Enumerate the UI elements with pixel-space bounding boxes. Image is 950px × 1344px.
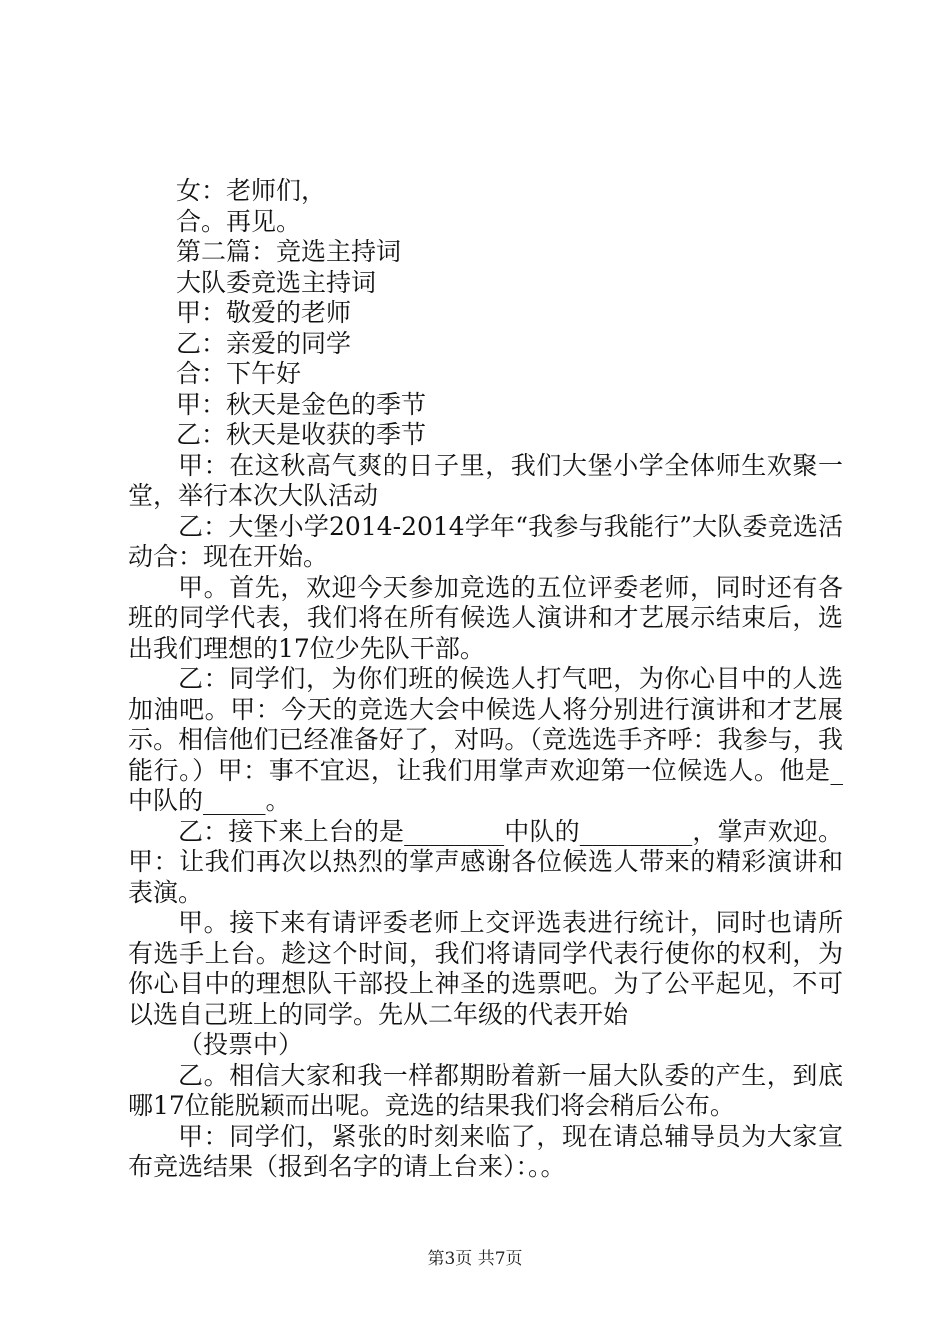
paragraph: 乙：接下来上台的是________中队的_________，掌声欢迎。甲：让我们再次以热烈的掌声感谢各位候选人带来的精彩演讲和表演。: [128, 816, 843, 907]
text-line: 甲：秋天是金色的季节: [176, 389, 427, 419]
paragraph: 甲：在这秋高气爽的日子里，我们大堡小学全体师生欢聚一堂，举行本次大队活动: [128, 450, 843, 510]
paragraph: 乙。相信大家和我一样都期盼着新一届大队委的产生，到底哪17位能脱颖而出呢。竞选的结果我们将会稍后公布。: [128, 1060, 843, 1120]
text-line: 女：老师们，: [176, 176, 327, 205]
paragraph: 乙：同学们，为你们班的候选人打气吧，为你心目中的人选加油吧。甲：今天的竞选大会中候选人将分别进行演讲和才艺展示。相信他们已经准备好了，对吗。（竞选选手齐呼：我参与，我能行。）甲：事不宜迟，让我们用掌声欢迎第一位候选人。他是_中队的_____。: [128, 664, 843, 815]
text-line: 甲：敬爱的老师: [176, 298, 352, 327]
section-title: 第二篇：竞选主持词: [176, 237, 402, 266]
paragraph: 乙：大堡小学2014-2014学年“我参与我能行”大队委竞选活动合：现在开始。: [128, 511, 843, 571]
text-line: 乙：亲爱的同学: [176, 328, 352, 358]
text-line: 乙：秋天是收获的季节: [176, 420, 427, 449]
page-footer: 第3页 共7页: [427, 1249, 523, 1269]
paragraph: 甲：同学们，紧张的时刻来临了，现在请总辅导员为大家宣布竞选结果（报到名字的请上台来）：。。: [128, 1121, 843, 1181]
paragraph: （投票中）: [178, 1030, 304, 1059]
section-subtitle: 大队委竞选主持词: [176, 267, 377, 297]
paragraph: 甲。接下来有请评委老师上交评选表进行统计，同时也请所有选手上台。趁这个时间，我们将请同学代表行使你的权利，为你心目中的理想队干部投上神圣的选票吧。为了公平起见，不可以选自己班上的同学。先从二年级的代表开始: [128, 908, 843, 1029]
text-line: 合：下午好: [176, 359, 302, 388]
text-line: 合。再见。: [176, 206, 302, 236]
document-body: [128, 176, 843, 1183]
paragraph: 甲。首先，欢迎今天参加竞选的五位评委老师，同时还有各班的同学代表，我们将在所有候选人演讲和才艺展示结束后，选出我们理想的17位少先队干部。: [128, 572, 843, 663]
